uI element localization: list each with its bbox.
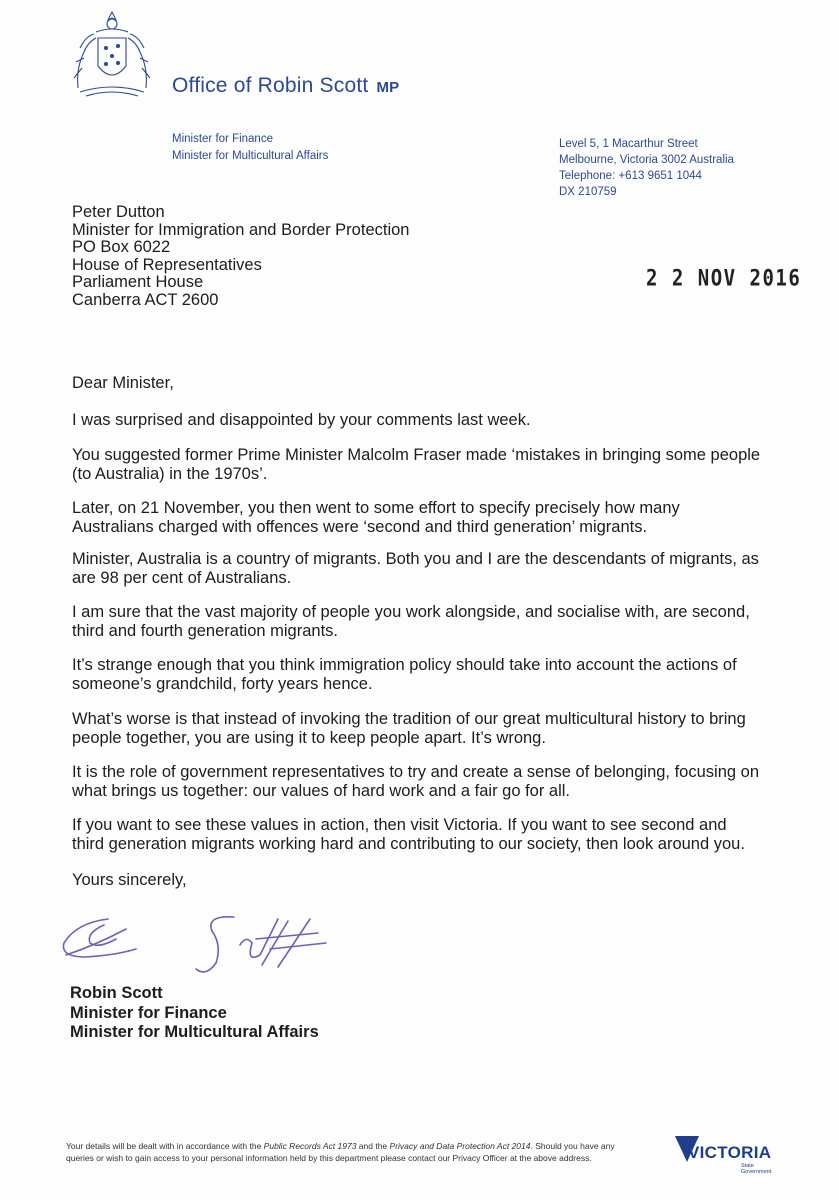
salutation: Dear Minister, [72,374,174,392]
closing: Yours sincerely, [72,871,187,889]
body-paragraph: I am sure that the vast majority of people you work alongside, and socialise with, are second, third and fourth generation migrants. [72,603,750,640]
act-title: Public Records Act 1973 [263,1141,357,1151]
signatory-title: Minister for Finance [70,1003,227,1022]
act-title: Privacy and Data Protection Act 2014 [389,1141,531,1151]
date-stamp: 2 2 NOV 2016 [646,266,802,292]
recipient-line: House of Representatives [72,255,262,274]
recipient-line: Canberra ACT 2600 [72,290,219,309]
victoria-logo-subtitle: State Government [741,1163,772,1175]
address-line: Level 5, 1 Macarthur Street [559,138,698,150]
signatory-name: Robin Scott [70,984,163,1002]
office-address [559,136,734,200]
role-line: Minister for Multicultural Affairs [172,150,329,162]
body-paragraph: What’s worse is that instead of invoking the tradition of our great multicultural history to bring people together, you are using it to keep people apart. It’s wrong. [72,710,746,747]
recipient-line: Parliament House [72,273,204,292]
address-line: DX 210759 [559,186,617,198]
body-paragraph: I was surprised and disappointed by your comments last week. [72,411,531,429]
body-paragraph: It is the role of government representatives to try and create a sense of belonging, focusing on what brings us together: our values of hard work and a fair go for all. [72,763,759,800]
recipient-line: Minister for Immigration and Border Protection [72,220,410,239]
recipient-line: Peter Dutton [72,203,165,221]
body-paragraph: Minister, Australia is a country of migrants. Both you and I are the descendants of migrants, as are 98 per cent of Australians. [72,550,759,587]
body-paragraph: You suggested former Prime Minister Malcolm Fraser made ‘mistakes in bringing some people (to Australia) in the 1970s’. [72,446,761,483]
victoria-logo-text: VICTORIA [688,1143,772,1162]
role-line: Minister for Finance [172,133,273,145]
recipient-address [72,204,409,310]
minister-roles [172,131,328,165]
body-paragraph: If you want to see these values in action, then visit Victoria. If you want to see second and third generation migrants working hard and contributing to our society, then look around you. [72,816,745,853]
signatory-title: Minister for Multicultural Affairs [70,1023,319,1041]
privacy-notice: Your details will be dealt with in accordance with the Public Records Act 1973 and the Privacy and Data Protection Act 2014. Should you have any queries or wish to gain access to your personal information held by this department please contact our Privacy Officer at the above address. [66,1141,615,1163]
address-line: Melbourne, Victoria 3002 Australia [559,154,734,166]
signatory-block [70,984,319,1043]
handwritten-signature [56,905,346,985]
office-title: Office of Robin Scott MP [172,74,400,97]
recipient-line: PO Box 6022 [72,238,171,257]
coat-of-arms-icon [66,8,158,100]
office-suffix: MP [376,79,400,96]
body-paragraph: It’s strange enough that you think immigration policy should take into account the actions of someone’s grandchild, forty years hence. [72,656,737,693]
address-line: Telephone: +613 9651 1044 [559,170,702,182]
body-paragraph: Later, on 21 November, you then went to some effort to specify precisely how many Australians charged with offences were ‘second and third generation’ migrants. [72,499,680,536]
